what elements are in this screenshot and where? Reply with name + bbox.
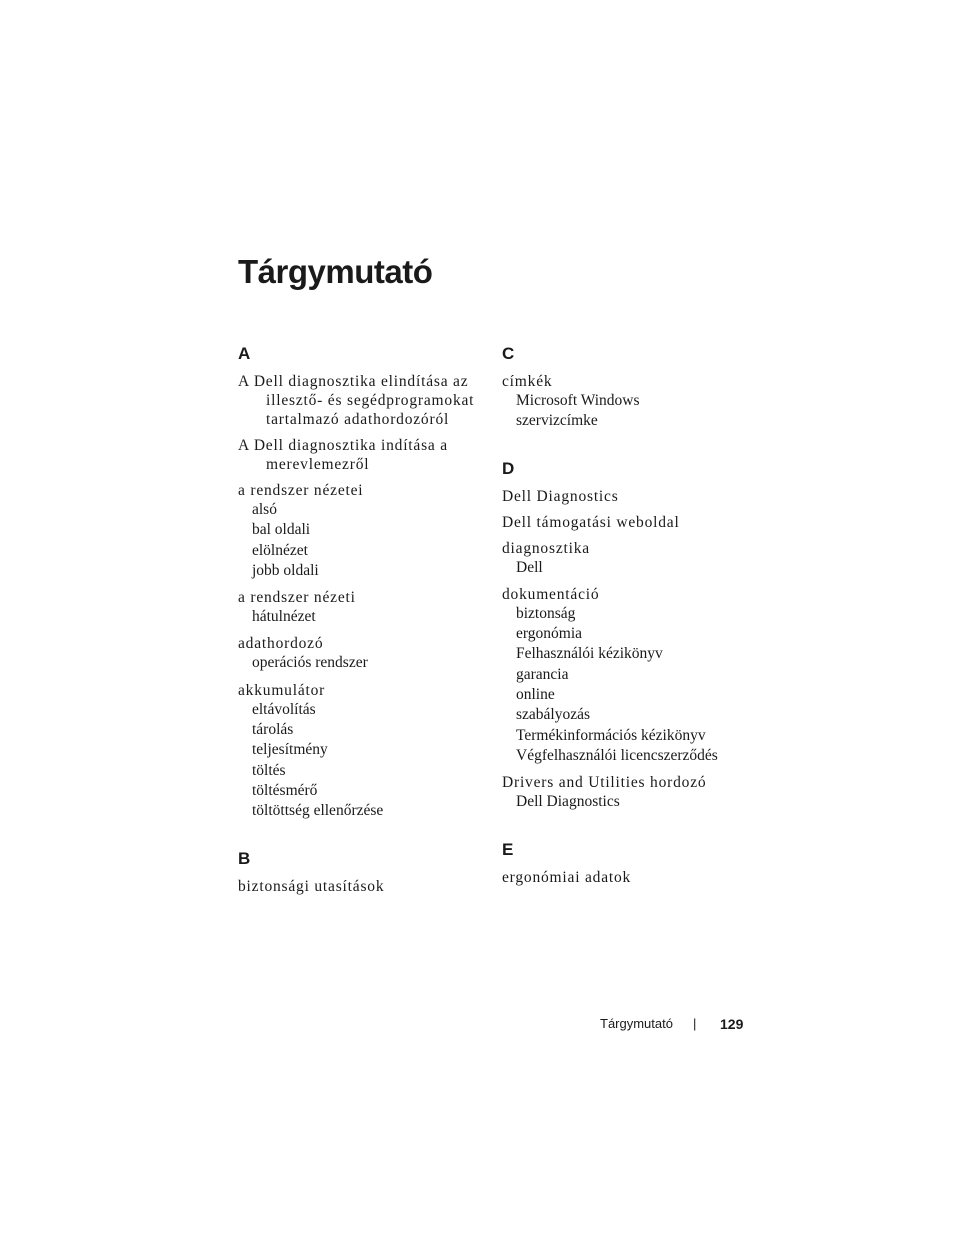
index-subterm: ergonómia bbox=[516, 625, 583, 643]
index-entry bbox=[502, 585, 742, 766]
section-letter: A bbox=[238, 344, 251, 363]
footer-separator: | bbox=[693, 1016, 697, 1031]
index-subterm: Termékinformációs kézikönyv bbox=[516, 726, 706, 744]
index-entry bbox=[502, 539, 742, 578]
index-term: Drivers and Utilities hordozó bbox=[502, 774, 707, 792]
index-subterm: elölnézet bbox=[252, 541, 308, 559]
index-subterm: Végfelhasználói licencszerződés bbox=[516, 746, 718, 764]
index-subterm: töltés bbox=[252, 761, 286, 779]
index-subterm: jobb oldali bbox=[252, 561, 319, 579]
index-subterm: szabályozás bbox=[516, 706, 591, 724]
index-term: adathordozó bbox=[238, 635, 324, 653]
index-term: címkék bbox=[502, 373, 553, 390]
section-letter: C bbox=[502, 344, 515, 363]
index-term: a rendszer nézeti bbox=[238, 589, 356, 607]
index-subterm: bal oldali bbox=[252, 521, 311, 539]
index-entry bbox=[502, 773, 742, 812]
index-subterm: alsó bbox=[252, 501, 277, 518]
index-section-b bbox=[238, 847, 478, 896]
index-subterm: Dell Diagnostics bbox=[516, 793, 620, 811]
index-column-left bbox=[238, 342, 478, 903]
index-subterm: online bbox=[516, 686, 555, 704]
index-section-a bbox=[238, 342, 478, 822]
index-section-d bbox=[502, 457, 742, 813]
index-column-right bbox=[502, 342, 742, 894]
index-entry bbox=[502, 487, 742, 506]
page-number: 129 bbox=[720, 1016, 744, 1032]
index-subterm: szervizcímke bbox=[516, 412, 598, 430]
index-subterm: garancia bbox=[516, 665, 569, 683]
index-subterm: tárolás bbox=[252, 721, 294, 739]
index-entry bbox=[238, 481, 478, 581]
index-term: Dell támogatási weboldal bbox=[502, 513, 680, 531]
index-subterm: operációs rendszer bbox=[252, 654, 368, 672]
index-term: A Dell diagnosztika elindítása az illesztő- és segédprogramokat tartalmazó adathordozóról bbox=[238, 373, 475, 428]
index-subterm: biztonság bbox=[516, 604, 576, 622]
index-entry bbox=[238, 634, 478, 673]
index-term: a rendszer nézetei bbox=[238, 482, 364, 499]
index-entry bbox=[502, 372, 742, 432]
section-letter: D bbox=[502, 458, 515, 478]
index-subterm: Microsoft Windows bbox=[516, 392, 640, 409]
section-letter: E bbox=[502, 839, 514, 859]
index-entry bbox=[238, 877, 478, 896]
index-section-e bbox=[502, 838, 742, 887]
index-entry bbox=[238, 372, 478, 429]
section-letter: B bbox=[238, 848, 251, 868]
index-term: dokumentáció bbox=[502, 585, 600, 603]
index-subterm: töltöttség ellenőrzése bbox=[252, 802, 384, 820]
index-term: A Dell diagnosztika indítása a merevlemezről bbox=[238, 437, 448, 473]
index-subterm: töltésmérő bbox=[252, 781, 318, 799]
index-entry bbox=[502, 868, 742, 887]
footer-label: Tárgymutató bbox=[600, 1016, 673, 1031]
index-subterm: Felhasználói kézikönyv bbox=[516, 645, 663, 663]
index-term: ergonómiai adatok bbox=[502, 868, 632, 886]
index-term: biztonsági utasítások bbox=[238, 877, 385, 895]
index-term: diagnosztika bbox=[502, 539, 590, 557]
index-term: Dell Diagnostics bbox=[502, 487, 619, 505]
index-subterm: eltávolítás bbox=[252, 700, 316, 718]
index-subterm: teljesítmény bbox=[252, 741, 328, 759]
index-entry bbox=[502, 513, 742, 532]
index-term: akkumulátor bbox=[238, 681, 326, 699]
index-entry bbox=[238, 588, 478, 627]
index-section-c bbox=[502, 342, 742, 432]
page-title: Tárgymutató bbox=[238, 253, 433, 290]
index-entry bbox=[238, 681, 478, 822]
index-entry bbox=[238, 436, 478, 474]
index-subterm: hátulnézet bbox=[252, 608, 316, 626]
index-subterm: Dell bbox=[516, 558, 543, 576]
